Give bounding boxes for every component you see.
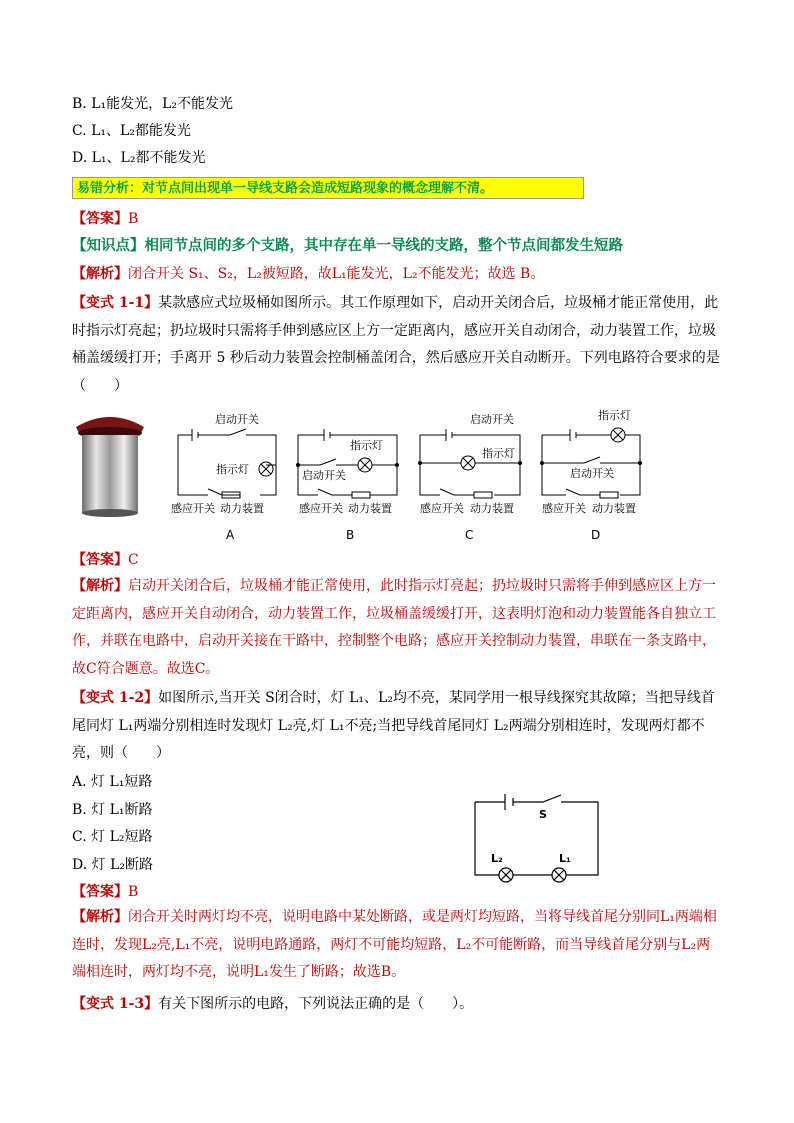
option-label-a: A — [226, 528, 235, 542]
v12-analysis — [72, 904, 722, 987]
option-label-b: B — [346, 528, 355, 542]
analysis-row — [72, 264, 544, 284]
v12-option-a: A. 灯 L₁短路 — [72, 774, 153, 790]
v12-option-c: C. 灯 L₂短路 — [72, 829, 153, 845]
knowledge-row — [72, 236, 623, 256]
v12-tag: 【变式 1-2】 — [72, 690, 159, 706]
figure-trash-can-circuits — [70, 405, 660, 545]
error-analysis-box: 易错分析：对节点间出现单一导线支路会造成短路现象的概念理解不清。 — [72, 177, 584, 199]
d-motor-label: 动力装置 — [592, 502, 636, 515]
d-start-switch-label: 启动开关 — [570, 467, 614, 480]
option-c: C. L₁、L₂都能发光 — [72, 123, 191, 139]
d-sensor-label: 感应开关 — [542, 502, 586, 515]
v11-analysis-tag: 【解析】 — [72, 578, 128, 594]
v12-answer-row — [72, 882, 138, 902]
v11-answer-tag: 【答案】 — [72, 552, 128, 568]
lamp-l2-label: L₂ — [491, 852, 503, 865]
knowledge-tag: 【知识点】 — [72, 237, 145, 254]
a-sensor-label: 感应开关 — [171, 502, 215, 515]
option-d: D. L₁、L₂都不能发光 — [72, 150, 206, 166]
v12-analysis-tag: 【解析】 — [72, 909, 128, 925]
v11-analysis-text: 启动开关闭合后，垃圾桶才能正常使用，此时指示灯亮起；扔垃圾时只需将手伸到感应区上方一定距离内，感应开关自动闭合，动力装置工作，垃圾桶盖缓缓打开，这表明灯泡和动力装置能各自独立工作，并联在电路中，启动开关接在干路中，控制整个电路；感应开关控制动力装置，串联在一条支路中，故C符合题意。故选C。 — [72, 578, 716, 677]
a-indicator-label: 指示灯 — [216, 463, 249, 476]
v12-option-b: B. 灯 L₁断路 — [72, 802, 153, 818]
figure-series-circuit — [465, 790, 615, 890]
v12-answer-tag: 【答案】 — [72, 884, 128, 900]
trash-can-image — [76, 417, 144, 517]
variant-text: 某款感应式垃圾桶如图所示。其工作原理如下，启动开关闭合后，垃圾桶才能正常使用，此时指示灯亮起；扔垃圾时只需将手伸到感应区上方一定距离内，感应开关自动闭合，动力装置工作，垃圾桶盖缓缓打开；手离开 5 秒后动力装置会控制桶盖闭合，然后感应开关自动断开。下列电路符合要求的是（ ） — [72, 295, 720, 394]
v12-answer-value: B — [128, 884, 139, 900]
b-start-switch-label: 启动开关 — [302, 469, 346, 482]
knowledge-text: 相同节点间的多个支路，其中存在单一导线的支路，整个节点间都发生短路 — [144, 237, 623, 254]
variant-1-3-question — [72, 994, 473, 1014]
v11-answer-row — [72, 550, 139, 570]
answer-value: B — [128, 211, 139, 227]
option-b: B. L₁能发光，L₂不能发光 — [72, 96, 234, 112]
circuit-b — [297, 429, 399, 498]
b-motor-label: 动力装置 — [348, 502, 392, 515]
answer-tag: 【答案】 — [72, 211, 128, 227]
analysis-text: 闭合开关 S₁、S₂，L₂被短路，故L₁能发光，L₂不能发光；故选 B。 — [128, 266, 545, 282]
option-label-c: C — [465, 528, 474, 542]
v13-text: 有关下图所示的电路，下列说法正确的是（ ）。 — [158, 996, 474, 1012]
c-sensor-label: 感应开关 — [420, 502, 464, 515]
b-indicator-label: 指示灯 — [350, 439, 383, 452]
v11-analysis — [72, 573, 722, 683]
c-start-switch-label: 启动开关 — [470, 413, 514, 426]
d-indicator-label: 指示灯 — [598, 409, 631, 422]
option-label-d: D — [591, 528, 601, 542]
c-indicator-label: 指示灯 — [482, 447, 515, 460]
v12-text: 如图所示,当开关 S闭合时，灯 L₁、L₂均不亮，某同学用一根导线探究其故障；当把导线首尾同灯 L₁两端分别相连时发现灯 L₂亮,灯 L₁不亮;当把导线首尾同灯 L₂两端分别相连时，发现两灯都不亮，则（ ） — [72, 690, 715, 761]
v13-tag: 【变式 1-3】 — [72, 996, 159, 1012]
circuit-d — [541, 428, 642, 498]
lamp-l1-label: L₁ — [559, 852, 571, 865]
c-motor-label: 动力装置 — [470, 502, 514, 515]
circuit-c — [419, 429, 522, 498]
variant-tag: 【变式 1-1】 — [72, 295, 159, 311]
b-sensor-label: 感应开关 — [299, 502, 343, 515]
variant-1-2-question — [72, 685, 722, 768]
a-start-switch-label: 启动开关 — [215, 413, 259, 426]
answer-row — [72, 209, 138, 229]
a-motor-label: 动力装置 — [220, 502, 264, 515]
analysis-tag: 【解析】 — [72, 266, 128, 282]
v12-option-d: D. 灯 L₂断路 — [72, 857, 153, 873]
switch-s-label: S — [539, 808, 547, 821]
v11-answer-value: C — [128, 552, 139, 568]
variant-1-1-question — [72, 290, 722, 400]
v12-analysis-text: 闭合开关时两灯均不亮，说明电路中某处断路，或是两灯均短路，当将导线首尾分别同L₁两端相连时，发现L₂亮,L₁不亮，说明电路通路，两灯不可能均短路，L₂不可能断路，而当导线首尾分别与L₂两端相连时，两灯均不亮，说明L₁发生了断路；故选B。 — [72, 909, 717, 980]
